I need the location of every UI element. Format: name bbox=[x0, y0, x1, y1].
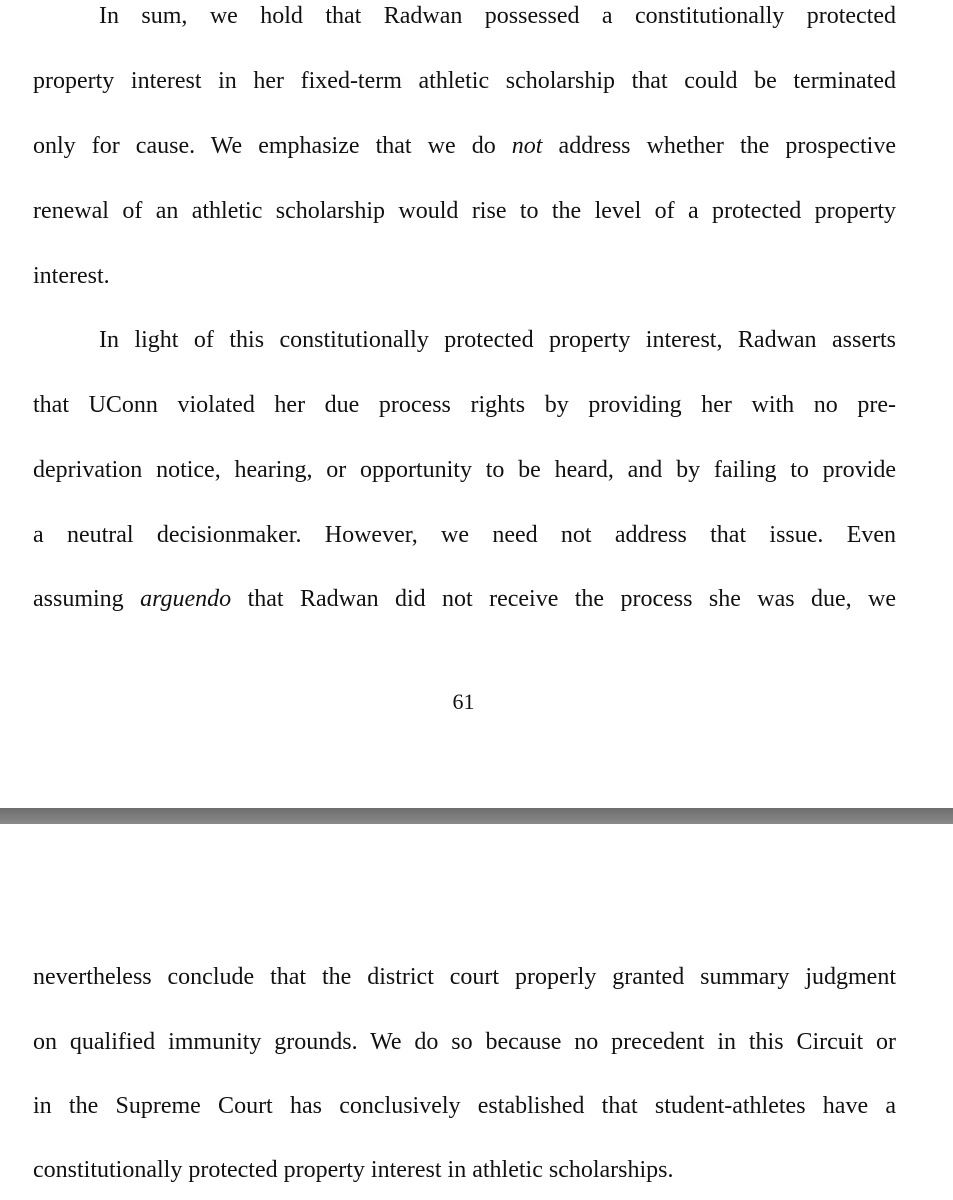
paragraph-line: that UConn violated her due process rights by providing her with no pre- bbox=[33, 392, 896, 418]
paragraph-line bbox=[33, 131, 896, 161]
italic-text: arguendo bbox=[140, 586, 232, 612]
paragraph-line: a neutral decisionmaker. However, we need not address that issue. Even bbox=[33, 522, 896, 548]
paragraph-line: on qualified immunity grounds. We do so because no precedent in this Circuit or bbox=[33, 1029, 896, 1055]
paragraph-line: deprivation notice, hearing, or opportunity to be heard, and by failing to provide bbox=[33, 457, 896, 483]
page-separator bbox=[0, 808, 953, 824]
paragraph-line: nevertheless conclude that the district court properly granted summary judgment bbox=[33, 964, 896, 990]
document-page-62 bbox=[0, 824, 953, 1200]
paragraph-line: in the Supreme Court has conclusively established that student-athletes have a bbox=[33, 1093, 896, 1119]
text-run: assuming bbox=[33, 586, 141, 612]
paragraph-line: property interest in her fixed-term athletic scholarship that could be terminated bbox=[33, 68, 896, 94]
paragraph-line: interest. bbox=[33, 263, 110, 289]
text-run: that Radwan did not receive the process she was due, we bbox=[231, 586, 896, 612]
paragraph-line: In sum, we hold that Radwan possessed a constitutionally protected bbox=[99, 3, 896, 29]
text-run: only for cause. We emphasize that we do bbox=[33, 133, 512, 159]
paragraph-line: renewal of an athletic scholarship would rise to the level of a protected property bbox=[33, 198, 896, 224]
paragraph-line bbox=[33, 584, 896, 614]
paragraph-line: In light of this constitutionally protected property interest, Radwan asserts bbox=[99, 327, 896, 353]
italic-text: not bbox=[511, 133, 543, 159]
text-run: address whether the prospective bbox=[542, 133, 897, 159]
page-number: 61 bbox=[452, 689, 475, 714]
paragraph-line: constitutionally protected property interest in athletic scholarships. bbox=[33, 1157, 674, 1183]
